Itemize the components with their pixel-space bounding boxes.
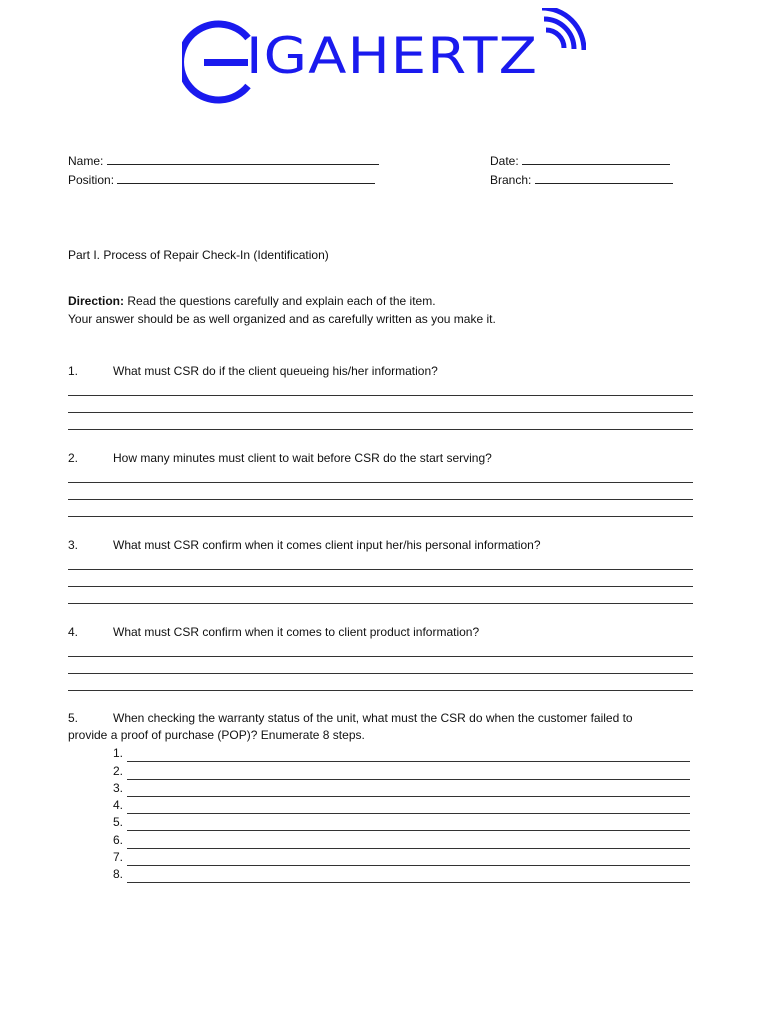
answer-line[interactable] — [68, 553, 693, 570]
branch-label: Branch: — [490, 173, 532, 187]
step-number: 2. — [113, 763, 124, 778]
question-text: What must CSR confirm when it comes client input her/his personal information? — [113, 538, 541, 552]
question-text-line2: provide a proof of purchase (POP)? Enumerate 8 steps. — [68, 728, 365, 742]
branch-field — [490, 172, 673, 187]
answer-line[interactable] — [68, 500, 693, 517]
answer-line[interactable] — [68, 413, 693, 430]
step-item — [113, 814, 690, 831]
answer-line[interactable] — [68, 674, 693, 691]
date-label: Date: — [490, 154, 519, 168]
step-answer-line[interactable] — [127, 766, 690, 780]
step-answer-line[interactable] — [127, 852, 690, 866]
part-title: Part I. Process of Repair Check-In (Identification) — [68, 248, 329, 262]
answer-line[interactable] — [68, 657, 693, 674]
name-blank[interactable] — [107, 153, 379, 165]
question-2 — [68, 450, 693, 517]
step-answer-line[interactable] — [127, 783, 690, 797]
date-field — [490, 153, 670, 168]
step-answer-line[interactable] — [127, 869, 690, 883]
question-text-line1: When checking the warranty status of the unit, what must the CSR do when the customer failed to — [113, 711, 633, 725]
answer-line[interactable] — [68, 396, 693, 413]
question-4 — [68, 624, 693, 691]
direction — [68, 292, 496, 328]
step-item — [113, 797, 690, 814]
step-number: 6. — [113, 832, 124, 847]
step-answer-line[interactable] — [127, 817, 690, 831]
logo-wordmark: IGAHERTZ — [246, 27, 539, 85]
position-blank[interactable] — [117, 172, 375, 184]
step-item — [113, 866, 690, 883]
direction-label: Direction: — [68, 294, 125, 308]
step-answer-line[interactable] — [127, 835, 690, 849]
answer-line[interactable] — [68, 466, 693, 483]
question-number: 4. — [68, 625, 79, 639]
direction-line2: Your answer should be as well organized and as carefully written as you make it. — [68, 312, 496, 326]
step-number: 8. — [113, 867, 124, 882]
step-item — [113, 780, 690, 797]
date-blank[interactable] — [522, 153, 670, 165]
answer-line[interactable] — [68, 587, 693, 604]
name-field — [68, 153, 379, 168]
step-answer-line[interactable] — [127, 800, 690, 814]
step-item — [113, 745, 690, 762]
question-number: 3. — [68, 538, 79, 552]
gigahertz-logo — [182, 8, 586, 108]
step-item — [113, 849, 690, 866]
question-number: 2. — [68, 451, 79, 465]
step-answer-line[interactable] — [127, 748, 690, 762]
question-5 — [68, 710, 693, 744]
step-number: 1. — [113, 746, 124, 761]
branch-blank[interactable] — [535, 172, 673, 184]
position-field — [68, 172, 375, 187]
question-number: 5. — [68, 711, 79, 725]
question-text: What must CSR do if the client queueing his/her information? — [113, 364, 438, 378]
position-label: Position: — [68, 173, 115, 187]
question-number: 1. — [68, 364, 79, 378]
step-item — [113, 831, 690, 848]
answer-line[interactable] — [68, 570, 693, 587]
step-number: 7. — [113, 850, 124, 865]
direction-line1: Read the questions carefully and explain each of the item. — [124, 294, 436, 308]
steps-list — [113, 745, 690, 883]
answer-line[interactable] — [68, 379, 693, 396]
step-number: 4. — [113, 798, 124, 813]
step-number: 3. — [113, 780, 124, 795]
question-text: How many minutes must client to wait before CSR do the start serving? — [113, 451, 492, 465]
name-label: Name: — [68, 154, 104, 168]
step-number: 5. — [113, 815, 124, 830]
question-3 — [68, 537, 693, 604]
question-1 — [68, 363, 693, 430]
step-item — [113, 762, 690, 779]
answer-line[interactable] — [68, 483, 693, 500]
question-text: What must CSR confirm when it comes to client product information? — [113, 625, 480, 639]
answer-line[interactable] — [68, 640, 693, 657]
